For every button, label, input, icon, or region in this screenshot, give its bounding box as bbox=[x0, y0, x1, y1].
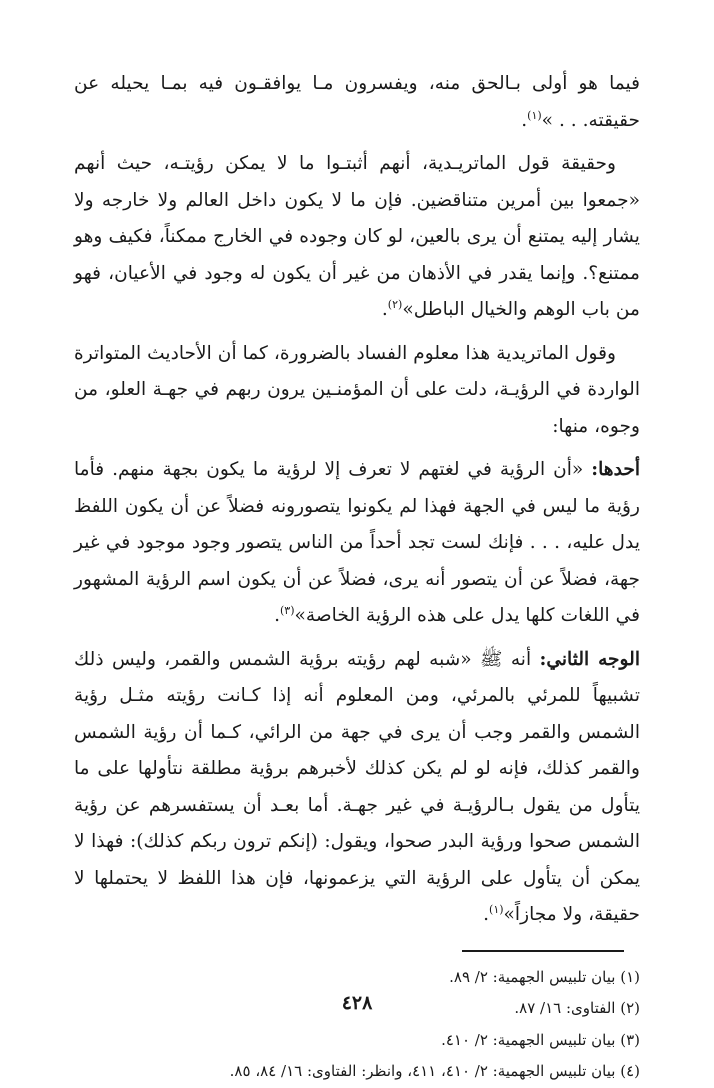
paragraph-4-label: أحدها: bbox=[591, 459, 640, 480]
paragraph-3 bbox=[74, 336, 640, 446]
footnotes bbox=[74, 962, 640, 1088]
paragraph-4 bbox=[74, 452, 640, 635]
paragraph-2-end: . bbox=[381, 299, 388, 320]
paragraph-5 bbox=[74, 642, 640, 934]
paragraph-1 bbox=[74, 66, 640, 139]
footnote-ref: (٣) bbox=[280, 603, 295, 617]
footnote-4: (٤) بيان تلبيس الجهمية: ٢/ ٤١٠، ٤١١، وانظر: الفتاوى: ١٦/ ٨٤، ٨٥. bbox=[229, 1062, 640, 1080]
paragraph-2-text: وحقيقة قول الماتريـدية، أنهم أثبتـوا ما لا يمكن رؤيتـه، حيث أنهم «جمعوا بين أمرين متناقضين. فإن ما لا يكون داخل العالم ولا خارجه ولا يشار إليه يمتنع أن يرى بالعين، لو كان وجوده في الخارج ممكناً، فكيف وهو ممتنع؟. وإنما يقدر في الأذهان من غير أن يكون له وجود في الأعيان، فهو من باب الوهم والخيال الباطل» bbox=[74, 153, 640, 320]
footnote-2: (٢) الفتاوى: ١٦/ ٨٧. bbox=[514, 999, 640, 1017]
page-number: ٤٢٨ bbox=[341, 992, 373, 1014]
paragraph-4-text: «أن الرؤية في لغتهم لا تعرف إلا لرؤية ما يكون بجهة منهم. فأما رؤية ما ليس في الجهة فهذا لم يكونوا يتصورونه فضلاً عن أن يكون اللفظ يدل عليه، . . . فإنك لست تجد أحداً من الناس يتصور وجود موجود في غير جهة، فضلاً عن أن يتصور أنه يرى، فضلاً عن أن يكون اسم الرؤية المشهور في اللغات كلها يدل على هذه الرؤية الخاصة» bbox=[74, 459, 640, 626]
main-text bbox=[74, 66, 640, 934]
footnote-ref: (١) bbox=[527, 108, 542, 122]
paragraph-4-end: . bbox=[274, 605, 280, 626]
footnote-1: (١) بيان تلبيس الجهمية: ٢/ ٨٩. bbox=[449, 967, 640, 986]
paragraph-5-end: . bbox=[483, 904, 490, 925]
paragraph-2 bbox=[74, 146, 640, 329]
footnote-3: (٣) بيان تلبيس الجهمية: ٢/ ٤١٠. bbox=[441, 1030, 640, 1049]
footnote-ref: (١) bbox=[489, 902, 504, 916]
paragraph-3-text: وقول الماتريدية هذا معلوم الفساد بالضرورة، كما أن الأحاديث المتواترة الواردة في الرؤيـة، دلت على أن المؤمنـين يرون ربهم في جهـة العلو، من وجوه، منها: bbox=[74, 342, 640, 437]
paragraph-5-label: الوجه الثاني: bbox=[539, 648, 640, 670]
footnote-separator bbox=[462, 950, 624, 952]
paragraph-1-end: . bbox=[521, 109, 528, 131]
paragraph-5-text: أنه ﷺ «شبه لهم رؤيته برؤية الشمس والقمر، وليس ذلك تشبيهاً للمرئي بالمرئي، ومن المعلوم أنه إذا كـانت رؤيته مثـل رؤية الشمس والقمر وجب أن يرى في جهة من الرائي، كـما أن رؤية الشمس والقمر كذلك، فإنه لو لم يكن كذلك لأخبرهم برؤية مطلقة نتأولها على ما يتأول من يقول بـالرؤيـة في غير جهـة. أما بعـد أن يستفسرهم عن رؤية الشمس صحوا ورؤية البدر صحوا، ويقول: (إنكم ترون ربكم كذلك): فهذا لا يمكن أن يتأول على الرؤية التي يزعمونها، فإن هذا اللفظ لا يحتملها لا حقيقة، ولا مجازاً» bbox=[74, 648, 640, 925]
paragraph-1-text: فيما هو أولى بـالحق منه، ويفسرون مـا يوافقـون فيه بمـا يحيله عن حقيقته. . . » bbox=[74, 73, 640, 131]
footnote-ref: (٢) bbox=[387, 297, 403, 311]
